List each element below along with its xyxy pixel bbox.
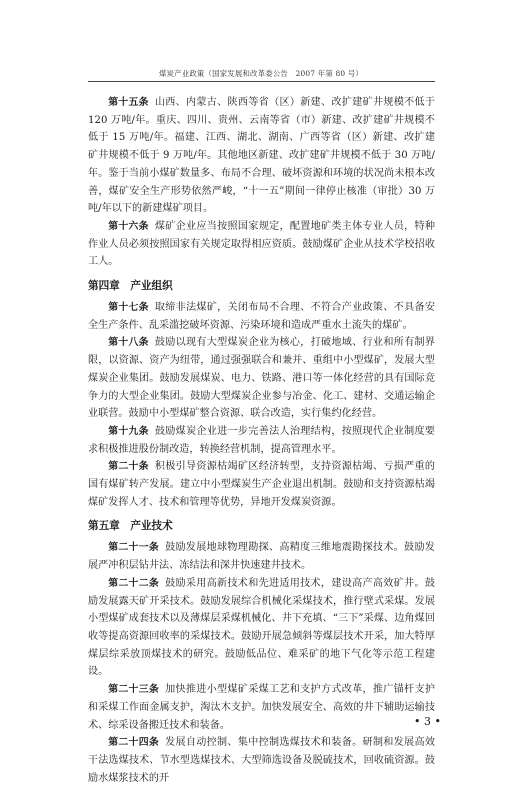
article-text: 积极引导资源枯竭矿区经济转型，支持资源枯竭、亏损严重的国有煤矿转产发展。建立中小型煤炭生产企业退出机制。鼓励和支持资源枯竭煤矿发挥人才、技术和管理等优势，异地开发煤炭资源。 [88,461,435,508]
article-paragraph [88,423,435,458]
article-text: 鼓励发展地球物理勘探、高精度三维地震勘探技术。鼓励发展严冲积层钻井法、冻结法和深井快速建井技术。 [88,542,435,572]
chapter-heading: 第五章 产业技术 [88,520,173,533]
article-text: 煤矿企业应当按照国家规定，配置地矿类主体专业人员，特种作业人员必须按照国家有关规定取得相应资质。鼓励煤矿企业从技术学校招收工人。 [88,220,435,268]
header-rule [88,81,435,82]
article-paragraph [88,218,435,271]
article-label: 第十九条 [108,425,149,437]
article-paragraph [88,575,435,681]
article-label: 第十六条 [108,220,149,232]
article-paragraph [88,539,435,574]
article-paragraph [88,458,435,511]
page-number: • 3 • [414,715,441,728]
article-label: 第二十一条 [108,542,160,554]
article-text: 取缔非法煤矿，关闭布局不合理、不符合产业政策、不具备安全生产条件、乱采滥挖破坏资源、污染环境和造成严重水土流失的煤矿。 [88,302,435,331]
article-text: 发展自动控制、集中控制选煤技术和装备。研制和发展高效干法选煤技术、节水型选煤技术、大型筛选设备及脱硫技术，回收硫资源。鼓励水煤浆技术的开 [88,737,435,784]
article-label: 第十八条 [108,337,149,349]
article-paragraph [88,94,435,218]
running-header: 煤炭产业政策（国家发展和改革委公告 2007 年第 80 号） [158,69,364,78]
article-text: 鼓励煤炭企业进一步完善法人治理结构，按照现代企业制度要求积极推进股份制改造，转换经营机制，提高管理水平。 [88,425,435,455]
article-label: 第二十三条 [108,684,160,696]
article-label: 第十五条 [108,97,149,108]
chapter-heading: 第四章 产业组织 [88,280,173,293]
article-label: 第二十条 [108,461,149,473]
article-label: 第二十四条 [108,737,160,749]
article-text: 加快推进小型煤矿采煤工艺和支护方式改革，推广锚杆支护和采煤工作面金属支护，淘汰木支护。加快发展安全、高效的井下辅助运输技术、综采设备搬迁技术和装备。 [88,684,435,731]
article-paragraph [88,334,435,423]
article-paragraph [88,299,435,334]
article-text: 山西、内蒙古、陕西等省（区）新建、改扩建矿井规模不低于 120 万吨/年。重庆、四川、贵州、云南等省（市）新建、改扩建矿井规模不低于 15 万吨/年。福建、江西、湖北、湖南、广西等省（区）新建、改扩建矿井规模不低于 9 万吨/年。其他地区新建、改扩建矿井规模不低于 30 万吨/年。鉴于当前小煤矿数量多、布局不合理、破坏资源和环境的状况尚未根本改善，煤矿安全生产形势依然严峻，“十一五”期间一律停止核准（审批）30 万吨/年以下的新建煤矿项目。 [88,97,435,215]
article-label: 第二十二条 [108,577,160,589]
article-text: 鼓励采用高新技术和先进适用技术，建设高产高效矿井。鼓励发展露天矿开采技术。鼓励发展综合机械化采煤技术，推行壁式采煤。发展小型煤矿成套技术以及薄煤层采煤机械化、井下充填、“三下”采煤、边角煤回收等提高资源回收率的采煤技术。鼓励开展急倾斜等煤层技术开采，加大特厚煤层综采放顶煤技术的研究。鼓励低品位、难采矿的地下气化等示范工程建设。 [88,577,435,678]
article-paragraph [88,681,435,734]
article-label: 第十七条 [108,302,149,314]
article-text: 鼓励以现有大型煤炭企业为核心，打破地域、行业和所有制界限，以资源、资产为纽带，通过强强联合和兼并、重组中小型煤矿，发展大型煤炭企业集团。鼓励发展煤炭、电力、铁路、港口等一体化经营的具有国际竞争力的大型企业集团。鼓励大型煤炭企业参与冶金、化工、建材、交通运输企业联营。鼓励中小型煤矿整合资源、联合改造，实行集约化经营。 [88,337,435,420]
article-paragraph [88,734,435,787]
document-body [88,94,435,787]
